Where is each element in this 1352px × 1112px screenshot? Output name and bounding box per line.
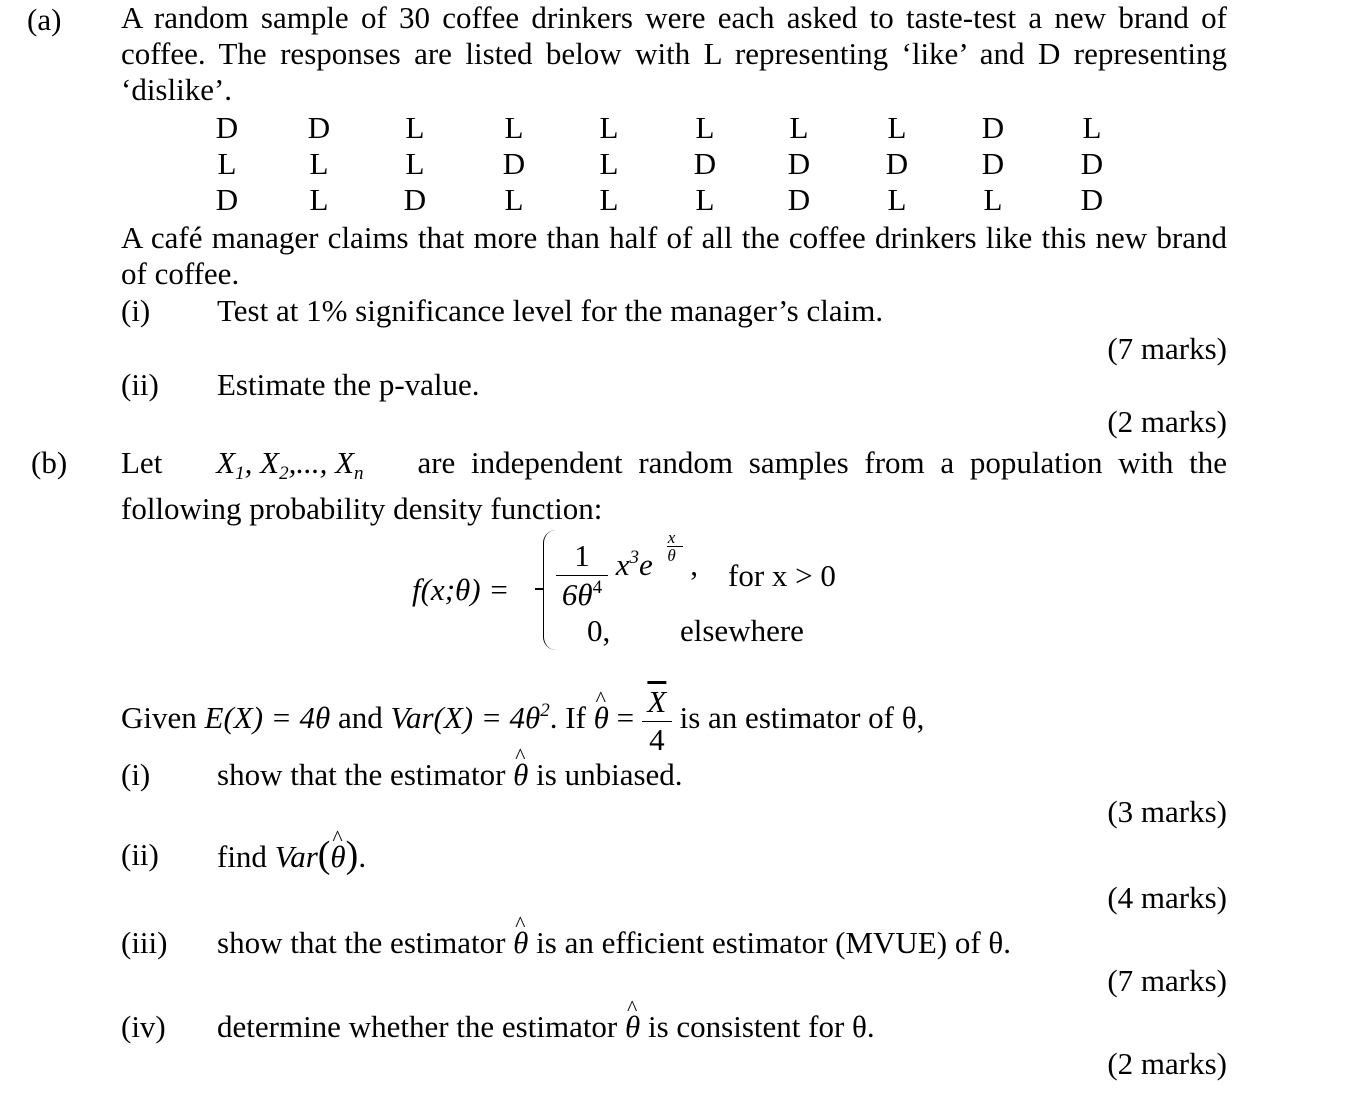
pdf-case-2-value: 0, bbox=[587, 613, 611, 648]
part-b-q2-text: find Var(^ θ). bbox=[217, 836, 366, 874]
pdf-numerator: 1 bbox=[574, 538, 590, 573]
part-b-intro-line2: following probability density function: bbox=[121, 491, 603, 526]
response-cell: L bbox=[504, 182, 524, 217]
response-cell: L bbox=[887, 182, 907, 217]
response-cell: D bbox=[1080, 182, 1104, 217]
response-cell: L bbox=[309, 146, 329, 181]
response-cell: L bbox=[695, 182, 715, 217]
response-cell: L bbox=[405, 146, 425, 181]
response-row bbox=[205, 146, 1125, 182]
pdf-fraction bbox=[556, 540, 608, 611]
variance-expression: $Var(X) = 4\theta^2$ bbox=[390, 700, 550, 736]
given-prefix: Given bbox=[121, 700, 197, 736]
response-cell: L bbox=[405, 110, 425, 145]
pdf-exponent: $\frac{x}{\theta}$ bbox=[661, 529, 683, 564]
response-cell: D bbox=[1080, 146, 1104, 181]
part-a-q1-text: Test at 1% significance level for the manager’s claim. bbox=[217, 293, 884, 328]
response-cell: D bbox=[403, 182, 427, 217]
response-cell: L bbox=[983, 182, 1003, 217]
response-cell: L bbox=[599, 182, 619, 217]
response-cell: L bbox=[217, 146, 237, 181]
given-and: and bbox=[337, 700, 383, 736]
part-a-q1-marks: (7 marks) bbox=[1107, 331, 1227, 366]
response-cell: L bbox=[599, 146, 619, 181]
response-cell: L bbox=[504, 110, 524, 145]
pdf-brace bbox=[543, 530, 556, 650]
pdf-case-2-condition: elsewhere bbox=[680, 613, 804, 648]
part-b-label: (b) bbox=[31, 445, 68, 480]
response-cell: D bbox=[215, 182, 239, 217]
part-b-q4-label: (iv) bbox=[121, 1009, 166, 1044]
part-b-intro-line1 bbox=[121, 447, 1227, 483]
pdf-case-1: $\frac{1}{6\theta^4}$ $x^3e$ $\frac{x}{\theta}$ , bbox=[556, 540, 698, 611]
part-b-q1-marks: (3 marks) bbox=[1107, 794, 1227, 829]
given-suffix: is an estimator of θ, bbox=[679, 700, 925, 736]
response-cell: L bbox=[599, 110, 619, 145]
part-b-q3-text: show that the estimator ^ θ is an efficient estimator (MVUE) of θ. bbox=[217, 927, 1011, 958]
intro-let: Let bbox=[121, 445, 163, 480]
part-a-q2-label: (ii) bbox=[121, 367, 159, 402]
response-row bbox=[205, 110, 1125, 146]
part-a-q1-label: (i) bbox=[121, 293, 151, 328]
part-a-claim: A café manager claims that more than half of all the coffee drinkers like this new brand of coffee. bbox=[121, 220, 1227, 291]
part-b-q3-marks: (7 marks) bbox=[1107, 963, 1227, 998]
part-a-q2-text: Estimate the p-value. bbox=[217, 367, 480, 402]
part-b-q2-label: (ii) bbox=[121, 837, 159, 872]
response-cell: D bbox=[885, 146, 909, 181]
given-line: Given E(X) = 4θ and $Var(X) = 4\theta^2$. If ^ θ = $\frac{\overline{X}}{4}$ is an estimator of θ, bbox=[121, 686, 924, 756]
intro-rest: are independent random samples from a population with the bbox=[417, 445, 1227, 480]
pdf-brace-tip bbox=[535, 588, 544, 590]
response-cell: D bbox=[215, 110, 239, 145]
part-a-q2-marks: (2 marks) bbox=[1107, 404, 1227, 439]
estimator-numerator: $\overline{X}$ bbox=[647, 684, 667, 719]
response-cell: L bbox=[887, 110, 907, 145]
response-cell: D bbox=[981, 110, 1005, 145]
response-cell: L bbox=[695, 110, 715, 145]
part-b-q4-marks: (2 marks) bbox=[1107, 1046, 1227, 1081]
given-if: . If bbox=[549, 700, 586, 736]
part-b-q3-label: (iii) bbox=[121, 925, 168, 960]
pdf-lhs: f(x;θ) = bbox=[412, 572, 510, 607]
part-a-label: (a) bbox=[27, 2, 62, 37]
part-b-q1-text: show that the estimator ^ θ is unbiased. bbox=[217, 759, 683, 790]
part-b-q4-text: determine whether the estimator ^ θ is consistent for θ. bbox=[217, 1011, 875, 1042]
responses-grid bbox=[205, 110, 1125, 218]
response-cell: D bbox=[502, 146, 526, 181]
pdf-case-1-condition: for x > 0 bbox=[728, 558, 836, 593]
pdf-power-term: $x^3e$ bbox=[615, 546, 653, 582]
response-cell: D bbox=[307, 110, 331, 145]
response-cell: L bbox=[1082, 110, 1102, 145]
theta-hat: ^ θ bbox=[594, 702, 609, 733]
estimator-denominator: 4 bbox=[649, 721, 665, 757]
response-row bbox=[205, 182, 1125, 218]
estimator-fraction bbox=[642, 686, 672, 756]
response-cell: D bbox=[787, 182, 811, 217]
part-b-q2-marks: (4 marks) bbox=[1107, 880, 1227, 915]
pdf-denominator: $6\theta^4$ bbox=[561, 576, 603, 612]
response-cell: D bbox=[787, 146, 811, 181]
response-cell: D bbox=[981, 146, 1005, 181]
part-b-q1-label: (i) bbox=[121, 757, 151, 792]
response-cell: L bbox=[789, 110, 809, 145]
part-a-intro: A random sample of 30 coffee drinkers were each asked to taste-test a new brand of coffee. The responses are listed below with L representing ‘like’ and D representing ‘dislike’. bbox=[121, 0, 1227, 107]
sample-variables: $X_1$, $X_2$,..., $X_n$ bbox=[216, 445, 364, 484]
expectation-expression: E(X) = 4θ bbox=[204, 700, 331, 736]
response-cell: L bbox=[309, 182, 329, 217]
response-cell: D bbox=[693, 146, 717, 181]
